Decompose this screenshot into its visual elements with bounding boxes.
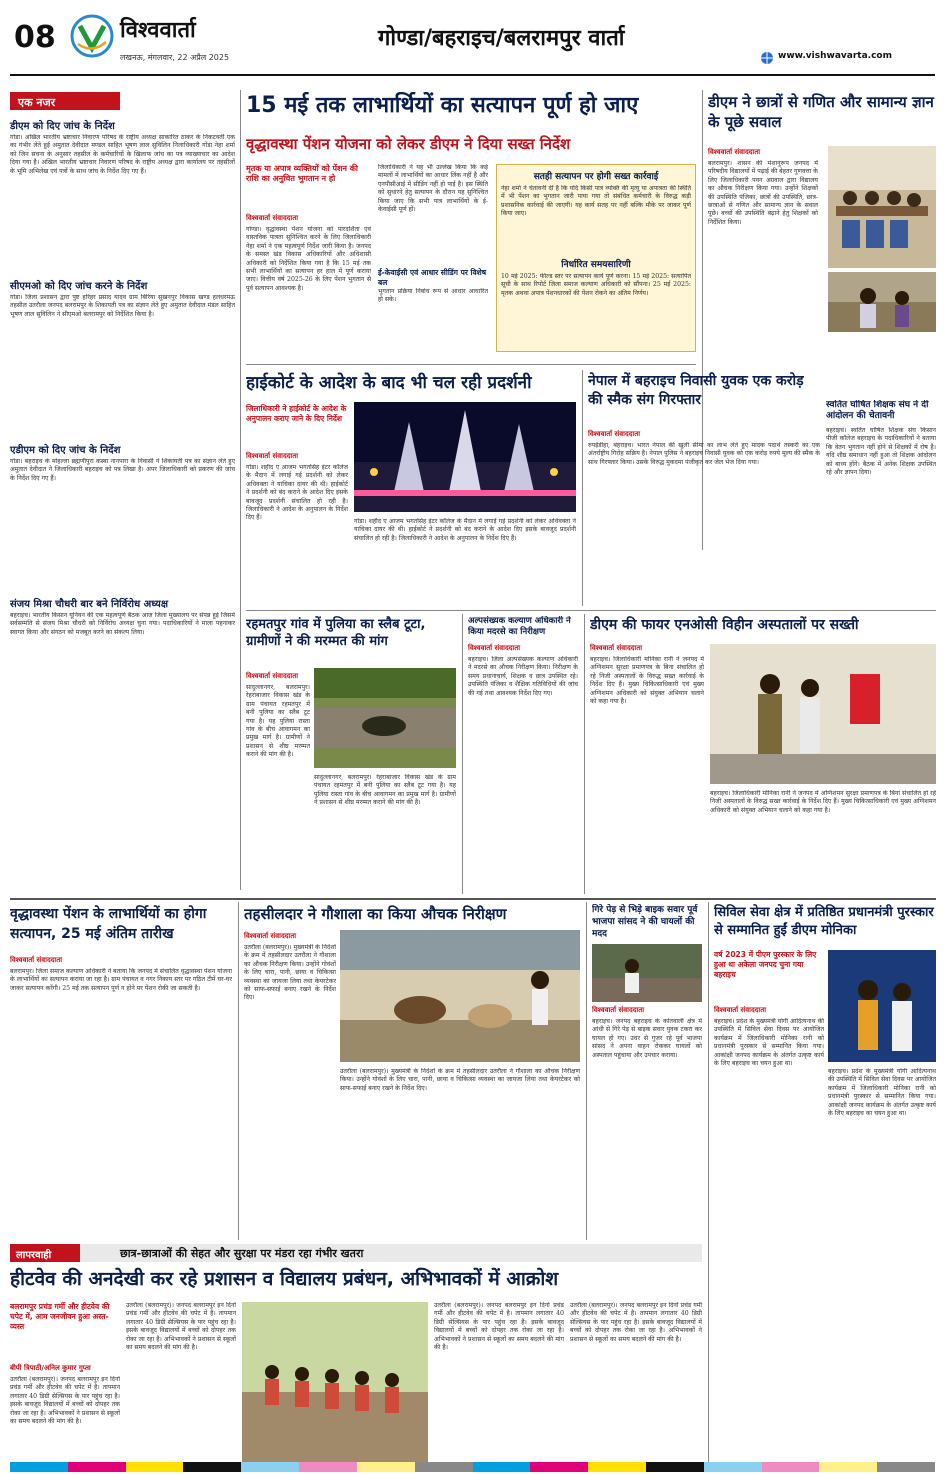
item-title: सीएमओ को दिए जांच करने के निर्देश [10,281,148,292]
story-headline: हीटवेव की अनदेखी कर रहे प्रशासन व विद्यालय प्रबंधन, अभिभावकों में आक्रोश [10,1268,559,1290]
story-headline: स्वतित घोषित शिक्षक संघ ने दी आंदोलन की चेतावनी [826,400,929,421]
dateline: लखनऊ, मंगलवार, 22 अप्रैल 2025 [120,53,230,62]
story-body: रुपईडीहा, बहराइच। भारत नेपाल की खुली सीमा का लाभ लेते हुए मादक पदार्थ तस्करी का एक अंतर्राष्ट्रीय गिरोह सक्रिय है। नेपाल पुलिस ने बहराइच निवासी युवक को एक करोड़ रुपये मूल्य की स्मैक के साथ गिरफ्तार किया। उसके विरुद्ध मुकदमा पंजीकृत कर जेल भेज दिया गया। [588,442,820,466]
culvert-photo [314,668,456,768]
pension-story [10,904,232,1240]
story-body-cont: उतरौला (बलरामपुर)। मुख्यमंत्री के निर्देशों के क्रम में तहसीलदार उतरौला ने गौशाला का औचक निरीक्षण किया। उन्होंने गोवंशों के लिए चारा, पानी, छाया व चिकित्सा व्यवस्था का जायजा लिया तथा केयरटेकर को साफ-सफाई बनाए रखने के निर्देश दिए। [340,1068,580,1092]
column-divider [238,902,239,1240]
logo-mark [70,14,114,58]
story-body: बलरामपुर। शासन की मंशानुरूप जनपद में परिषदीय विद्यालयों में पढ़ाई की बेहतर गुणवत्ता के लिए जिलाधिकारी पवन अग्रवाल द्वारा विद्यालय का औचक निरीक्षण किया गया। उन्होंने शिक्षकों की उपस्थिति पंजिका, छात्रों की उपस्थिति, छात्र-छात्राओं से गणित और सामान्य ज्ञान के सवाल पूछे। बच्चों की उपस्थिति बढ़ाने हेतु शिक्षकों को निर्देशित किया। [708,160,818,226]
award-photo [828,950,936,1062]
heatwave-strap [10,1244,702,1262]
story-body-cont: सादुल्लानगर, बलरामपुर। रेहराबाजार विकास खंड के ग्राम पंचायत रहमतपुर में बनी पुलिया का स्लैब टूट गया है। यह पुलिया रास्ता गांव के बीच आवागमन का प्रमुख मार्ग है। ग्रामीणों ने प्रशासन से शीघ्र मरम्मत कराने की मांग की है। [314,774,456,807]
masthead [0,0,945,78]
lead-byline: विश्ववार्ता संवाददाता [246,214,299,222]
story-byline: विश्ववार्ता संवाददाता [10,956,63,964]
section-title: गोण्डा/बहराइच/बलरामपुर वार्ता [378,26,625,51]
item-text: गोंडा। अखिल भारतीय भ्रष्टाचार निवारण परिषद के राष्ट्रीय अध्यक्ष साकारित ठाकर के निकटवर्ती एक का गंभीर लेते हुई अमुतात देवीदात मण्डल साहित भूषण लाल सुविलिन निलाधिकारी गोंडा नेहा शर्मा को जिन सचना के अनुसार तहसील के कर्मचारियों के खिलाफ जांच का पत्र व्याख्याचार का आदेश दिया गया है। अखिल भारतीय भ्रष्टाचार निवारण परिषद के राष्ट्रीय अध्यक्ष द्वारा कार्यालय पर तहसीलों के भूमि अभिलेख एवं पत्रों के साथ जांच के निर्देश दिए गए हैं। [10,134,235,175]
ek-nazar-item [10,442,235,598]
story-byline: विश्ववार्ता संवाददाता [246,672,299,680]
story-body: सादुल्लानगर, बलरामपुर। रेहराबाजार विकास खंड के ग्राम पंचायत रहमतपुर में बनी पुलिया का स्लैब टूट गया है। यह पुलिया रास्ता गांव के बीच आवागमन का प्रमुख मार्ग है। ग्रामीणों ने प्रशासन से शीघ्र मरम्मत कराने की मांग की है। [246,684,310,759]
column-divider [240,90,241,890]
story-headline: अल्पसंख्यक कल्याण अधिकारी ने किया मदरसे का निरीक्षण [468,616,571,637]
lead-subhead-2: ई-केवाईसी एवं आधार सीडिंग पर विशेष बल [378,268,487,287]
lead-body-2: जिलाधिकारी ने यह भी उल्लेख किया कि कई मामलों में लाभार्थियों का आधार लिंक नहीं है और एनपीसीआई में सीडिंग नहीं हो पाई है। इस स्थिति को सुधारने हेतु सत्यापन के दौरान यह सुनिश्चित किया जाए कि सभी पात्र लाभार्थियों के ई-केवाईसी पूर्ण हों। [378,164,488,214]
section-divider [10,898,936,900]
story-byline: विश्ववार्ता संवाददाता [588,430,641,438]
section-divider [246,610,936,611]
ek-nazar-column [10,92,235,890]
story-headline: तहसीलदार ने गौशाला का किया औचक निरीक्षण [244,905,507,923]
lead-body: गोण्डा। वृद्धावस्था पेंशन योजना को पारदर्शिता एवं वास्तविक पात्रता सुनिश्चित करने के लिए जिलाधिकारी नेहा शर्मा ने एक महत्वपूर्ण निर्देश जारी किया है। जनपद के समस्त खंड विकास अधिकारियों और अधिशासी अधिकारी को निर्देशित किया गया है कि 15 मई तक सभी लाभार्थियों का सत्यापन हर हाल में पूर्ण कराया जाए। वित्तीय वर्ष 2025-26 के लिए पेंशन भुगतान से पूर्व सत्यापन आवश्यक है। [246,226,371,292]
lead-headline: 15 मई तक लाभार्थियों का सत्यापन पूर्ण हो जाए [246,93,639,118]
story-body-2: उतरौला (बलरामपुर)। जनपद बलरामपुर इन दिनों प्रचंड गर्मी और हीटवेव की चपेट में है। तापमान लगातार 40 डिग्री सेल्सियस के पार पहुंच रहा है। इसके बावजूद विद्यालयों में बच्चों को दोपहर तक रोका जा रहा है। अभिभावकों ने प्रशासन से स्कूलों का समय बदलने की मांग की है। [126,1302,236,1352]
story-body-cont: गोंडा। शहीद ए आजम भगतसिंह इंटर कॉलेज के मैदान में लगाई गई प्रदर्शनी को लेकर अधिवक्ता ने याचिका दायर की थी। हाईकोर्ट ने प्रदर्शनी को बंद कराने के आदेश दिए इसके बावजूद प्रदर्शनी संचालित हो रही है। जिलाधिकारी ने आदेश के अनुपालन के निर्देश दिए हैं। [354,518,576,542]
story-byline: बीपी त्रिपाठी/अनिल कुमार गुप्ता [10,1364,91,1372]
lead-pullquote: मृतक या अपात्र व्यक्तियों को पेंशन की राशि का अनुचित भुगतान न हो [246,164,358,183]
bike-photo [592,944,702,1002]
item-title: डीएम को दिए जांच के निर्देश [10,121,115,132]
story-headline: वृद्धावस्था पेंशन के लाभार्थियों का होगा सत्यापन, 25 मई अंतिम तारीख [10,906,207,942]
students-photo [242,1302,428,1462]
story-body: बहराइच। स्वतित घोषित शिक्षक संघ किसान पीजी कॉलेज बहराइच के पदाधिकारियों ने बताया कि वेतन भुगतान नहीं होने से शिक्षकों में रोष है। यदि शीघ्र समाधान नहीं हुआ तो शिक्षक आंदोलन को बाध्य होंगे। बैठक में अनेक शिक्षक उपस्थित रहे और ज्ञापन दिया। [826,427,936,477]
column-divider [462,614,463,894]
brand-title: विश्ववार्ता [120,18,196,43]
column-divider [586,902,587,1240]
story-headline: सिविल सेवा क्षेत्र में प्रतिष्ठित प्रधानमंत्री पुरस्कार से सम्मानित हुईं डीएम मोनिका [714,905,934,938]
item-title: संजय मिश्रा चौधरी बार बने निर्विरोध अध्यक्ष [10,599,169,610]
story-body: बहराइच। प्रदेश के मुख्यमंत्री योगी आदित्यनाथ की उपस्थिति में सिविल सेवा दिवस पर आयोजित कार्यक्रम में जिलाधिकारी मोनिका रानी को प्रधानमंत्री पुरस्कार से सम्मानित किया गया। आकांक्षी जनपद कार्यक्रम के अंतर्गत उत्कृष्ट कार्य के लिए बहराइच का चयन हुआ था। [714,1018,824,1068]
story-headline: डीएम ने छात्रों से गणित और सामान्य ज्ञान के पूछे सवाल [708,93,934,131]
box-title: निर्धारित समयसारिणी [561,260,631,270]
fire-noc-story [590,616,936,894]
ek-nazar-label: एक नजर [10,92,120,110]
story-body: बहराइच। जनपद बहराइच के कोतवाली क्षेत्र में आंधी से गिरे पेड़ से बाइक सवार युवक टकरा कर घायल हो गए। उधर से गुजर रहे पूर्व भाजपा सांसद ने अपना वाहन रोककर घायलों को अस्पताल पहुंचाया और उपचार कराया। [592,1018,702,1059]
globe-icon [760,50,774,64]
story-body: बलरामपुर। जिला समाज कल्याण अधिकारी ने बताया कि जनपद में संचालित वृद्धावस्था पेंशन योजना के लाभार्थियों का सत्यापन कराया जा रहा है। ग्राम पंचायत व नगर निकाय स्तर पर गठित टीमें घर-घर जाकर सत्यापन करेंगी। 25 मई तक सत्यापन पूर्ण न होने पर पेंशन रोकी जा सकती है। [10,968,232,992]
story-byline: विश्ववार्ता संवाददाता [592,1006,645,1014]
item-title: एडीएम को दिए जांच के निर्देश [10,445,121,456]
story-body-cont: बहराइच। जिलाधिकारी मोनिका रानी ने जनपद में अग्निशमन सुरक्षा प्रमाणपत्र के बिना संचालित हो रहे निजी अस्पतालों के विरुद्ध सख्त कार्रवाई के निर्देश दिए हैं। मुख्य चिकित्साधिकारी एवं मुख्य अग्निशमन अधिकारी को संयुक्त अभियान चलाने को कहा गया है। [710,790,936,814]
story-body-3: उतरौला (बलरामपुर)। जनपद बलरामपुर इन दिनों प्रचंड गर्मी और हीटवेव की चपेट में है। तापमान लगातार 40 डिग्री सेल्सियस के पार पहुंच रहा है। इसके बावजूद विद्यालयों में बच्चों को दोपहर तक रोका जा रहा है। अभिभावकों ने प्रशासन से स्कूलों का समय बदलने की मांग की है। [434,1302,564,1352]
story-headline: रहमतपुर गांव में पुलिया का स्लैब टूटा, ग्रामीणों ने की मरम्मत की मांग [246,617,426,649]
ek-nazar-item [10,596,235,892]
story-pullquote: बलरामपुर प्रचंड गर्मी और हीटवेव की चपेट में, आम जनजीवन हुआ अस्त-व्यस्त [10,1302,110,1331]
gaushala-photo [340,930,580,1062]
column-divider [582,370,583,606]
box-text: 10 मई 2025: फील्ड स्तर पर सत्यापन कार्य पूर्ण करना। 15 मई 2025: सत्यापित सूची के साथ रिपोर्ट जिला समाज कल्याण अधिकारी को सौंपना। 25 मई 2025: मृतक अथवा अपात्र पेंशनधारकों की पेंशन रोकने का अंतिम निर्णय। [501,273,691,297]
lead-body-3: भुगतान प्रक्रिया निर्बाध रूप से आधार आधारित हो सके। [378,288,488,304]
box-title: सतही सत्यापन पर होगी सख्त कार्रवाई [533,172,659,182]
story-headline: डीएम की फायर एनओसी विहीन अस्पतालों पर सख्ती [590,617,859,633]
story-pullquote: जिलाधिकारी ने हाईकोर्ट के आदेश के अनुपालन कराए जाने के दिए निर्देश [246,404,347,423]
story-byline: विश्ववार्ता संवाददाता [708,148,761,156]
item-text: गोंडा। बहराइच के मोहल्ला ब्रह्मणीपुरा कस्बा नानपारा के निवासी ने शिकायती पत्र का संज्ञान लेते हुए अमुतात देवीदात ने जिलाधिकारी बहराइच को पत्र लिखा है। अपर जिलाधिकारी को प्रकरण की जांच के निर्देश दिए गए हैं। [10,458,235,482]
story-body-cont: बहराइच। प्रदेश के मुख्यमंत्री योगी आदित्यनाथ की उपस्थिति में सिविल सेवा दिवस पर आयोजित कार्यक्रम में जिलाधिकारी मोनिका रानी को प्रधानमंत्री पुरस्कार से सम्मानित किया गया। आकांक्षी जनपद कार्यक्रम के अंतर्गत उत्कृष्ट कार्य के लिए बहराइच का चयन हुआ था। [828,1068,936,1118]
story-byline: विश्ववार्ता संवाददाता [244,932,297,940]
story-byline: विश्ववार्ता संवाददाता [468,644,521,652]
bike-story [592,904,702,1240]
exhibition-photo [354,402,576,512]
nepal-story [588,372,820,604]
story-headline: गिरे पेड़ से भिड़े बाइक सवार पूर्व भाजपा सांसद ने की घायलों की मदद [592,905,698,939]
dm-math-story [708,92,936,390]
story-byline: विश्ववार्ता संवाददाता [590,644,643,652]
heatwave-story [10,1266,702,1462]
story-body: बहराइच। जिला अल्पसंख्यक कल्याण अधिकारी ने मदरसे का औचक निरीक्षण किया। निरीक्षण के समय प्रधानाचार्य, शिक्षक व छात्र उपस्थित रहे। उपस्थिति पंजिका व शैक्षिक गतिविधियों की जांच की गई तथा आवश्यक निर्देश दिए गए। [468,656,578,697]
story-byline: विश्ववार्ता संवाददाता [246,452,299,460]
item-text: बहराइच। भारतीय किसान यूनियन की एक महत्वपूर्ण बैठक आज जिला मुख्यालय पर संपन्न हुई जिसमें सर्वसम्मति से संजय मिश्रा चौधरी को निर्विरोध अध्यक्ष चुना गया। पदाधिकारियों ने माला पहनाकर स्वागत किया और संगठन को मजबूत करने का संकल्प लिया। [10,612,235,636]
box-text: नेहा शर्मा ने चेतावनी दी है कि यदि किसी पात्र व्यक्ति की मृत्यु या अपात्रता की स्थिति में भी पेंशन का भुगतान जारी पाया गया तो संबंधित कर्मचारी के विरुद्ध कड़ी प्रशासनिक कार्रवाई की जाएगी। यह कार्य सतह पर नहीं बल्कि मौके पर जाकर पूर्ण किया जाए। [501,185,691,218]
registration-colorbar [10,1462,935,1472]
highcourt-story [246,372,576,604]
page-number: 08 [14,20,56,55]
story-pullquote: वर्ष 2023 में पीएम पुरस्कार के लिए हुआ था अकेला जनपद चुना गया बहराइच [714,950,817,979]
gaushala-story [244,904,580,1240]
lead-subhead: वृद्धावस्था पेंशन योजना को लेकर डीएम ने दिया सख्त निर्देश [246,135,571,153]
lead-story [246,92,696,360]
lead-box-timeline [496,164,696,352]
civil-service-story [714,904,936,1460]
story-body: गोंडा। शहीद ए आजम भगतसिंह इंटर कॉलेज के मैदान में लगाई गई प्रदर्शनी को लेकर अधिवक्ता ने याचिका दायर की थी। हाईकोर्ट ने प्रदर्शनी को बंद कराने के आदेश दिए इसके बावजूद प्रदर्शनी संचालित हो रही है। जिलाधिकारी ने आदेश के अनुपालन के निर्देश दिए हैं। [246,464,348,522]
column-divider [708,902,709,1472]
item-text: गोंडा। जिला प्रशासन द्वारा पुष्ट हरिहर प्रसाद यादव ग्राम बिरिया सुखनपुर विकास खण्ड हलधरमऊ तहसील उतरौला जनपद बलरामपुर के शिकायती पत्र का संज्ञान लेते हुए अमुतात देवीदात मंडल साहित भूषण लाल सुविलिन ने सीएमओ बलरामपुर को निर्देशित किया है। [10,294,235,318]
culvert-story [246,616,456,894]
ek-nazar-item [10,278,235,444]
kicker-label: लापरवाही [10,1244,80,1262]
teacher-story [826,400,936,552]
story-body: उतरौला (बलरामपुर)। जनपद बलरामपुर इन दिनों प्रचंड गर्मी और हीटवेव की चपेट में है। तापमान लगातार 40 डिग्री सेल्सियस के पार पहुंच रहा है। इसके बावजूद विद्यालयों में बच्चों को दोपहर तक रोका जा रहा है। अभिभावकों ने प्रशासन से स्कूलों का समय बदलने की मांग की है। [10,1376,120,1426]
classroom-photo [828,146,936,268]
story-byline: विश्ववार्ता संवाददाता [714,1006,767,1014]
section-divider [246,364,696,365]
hospital-photo [710,644,936,784]
story-headline: नेपाल में बहराइच निवासी युवक एक करोड़ की स्मैक संग गिरफ्तार [588,373,804,408]
strap-text: छात्र-छात्राओं की सेहत और सुरक्षा पर मंडरा रहा गंभीर खतरा [120,1247,364,1260]
ek-nazar-item [10,118,235,272]
dm-photo [828,272,936,332]
madrasa-story [468,616,578,894]
story-body: उतरौला (बलरामपुर)। मुख्यमंत्री के निर्देशों के क्रम में तहसीलदार उतरौला ने गौशाला का औचक निरीक्षण किया। उन्होंने गोवंशों के लिए चारा, पानी, छाया व चिकित्सा व्यवस्था का जायजा लिया तथा केयरटेकर को साफ-सफाई बनाए रखने के निर्देश दिए। [244,944,336,1002]
column-divider [584,614,585,894]
website-link[interactable]: www.vishwavarta.com [778,51,892,61]
story-headline: हाईकोर्ट के आदेश के बाद भी चल रही प्रदर्शनी [246,373,532,393]
story-body: बहराइच। जिलाधिकारी मोनिका रानी ने जनपद में अग्निशमन सुरक्षा प्रमाणपत्र के बिना संचालित हो रहे निजी अस्पतालों के विरुद्ध सख्त कार्रवाई के निर्देश दिए हैं। मुख्य चिकित्साधिकारी एवं मुख्य अग्निशमन अधिकारी को संयुक्त अभियान चलाने को कहा गया है। [590,656,704,706]
story-body-4: उतरौला (बलरामपुर)। जनपद बलरामपुर इन दिनों प्रचंड गर्मी और हीटवेव की चपेट में है। तापमान लगातार 40 डिग्री सेल्सियस के पार पहुंच रहा है। इसके बावजूद विद्यालयों में बच्चों को दोपहर तक रोका जा रहा है। अभिभावकों ने प्रशासन से स्कूलों का समय बदलने की मांग की है। [570,1302,702,1343]
masthead-divider [10,74,935,76]
